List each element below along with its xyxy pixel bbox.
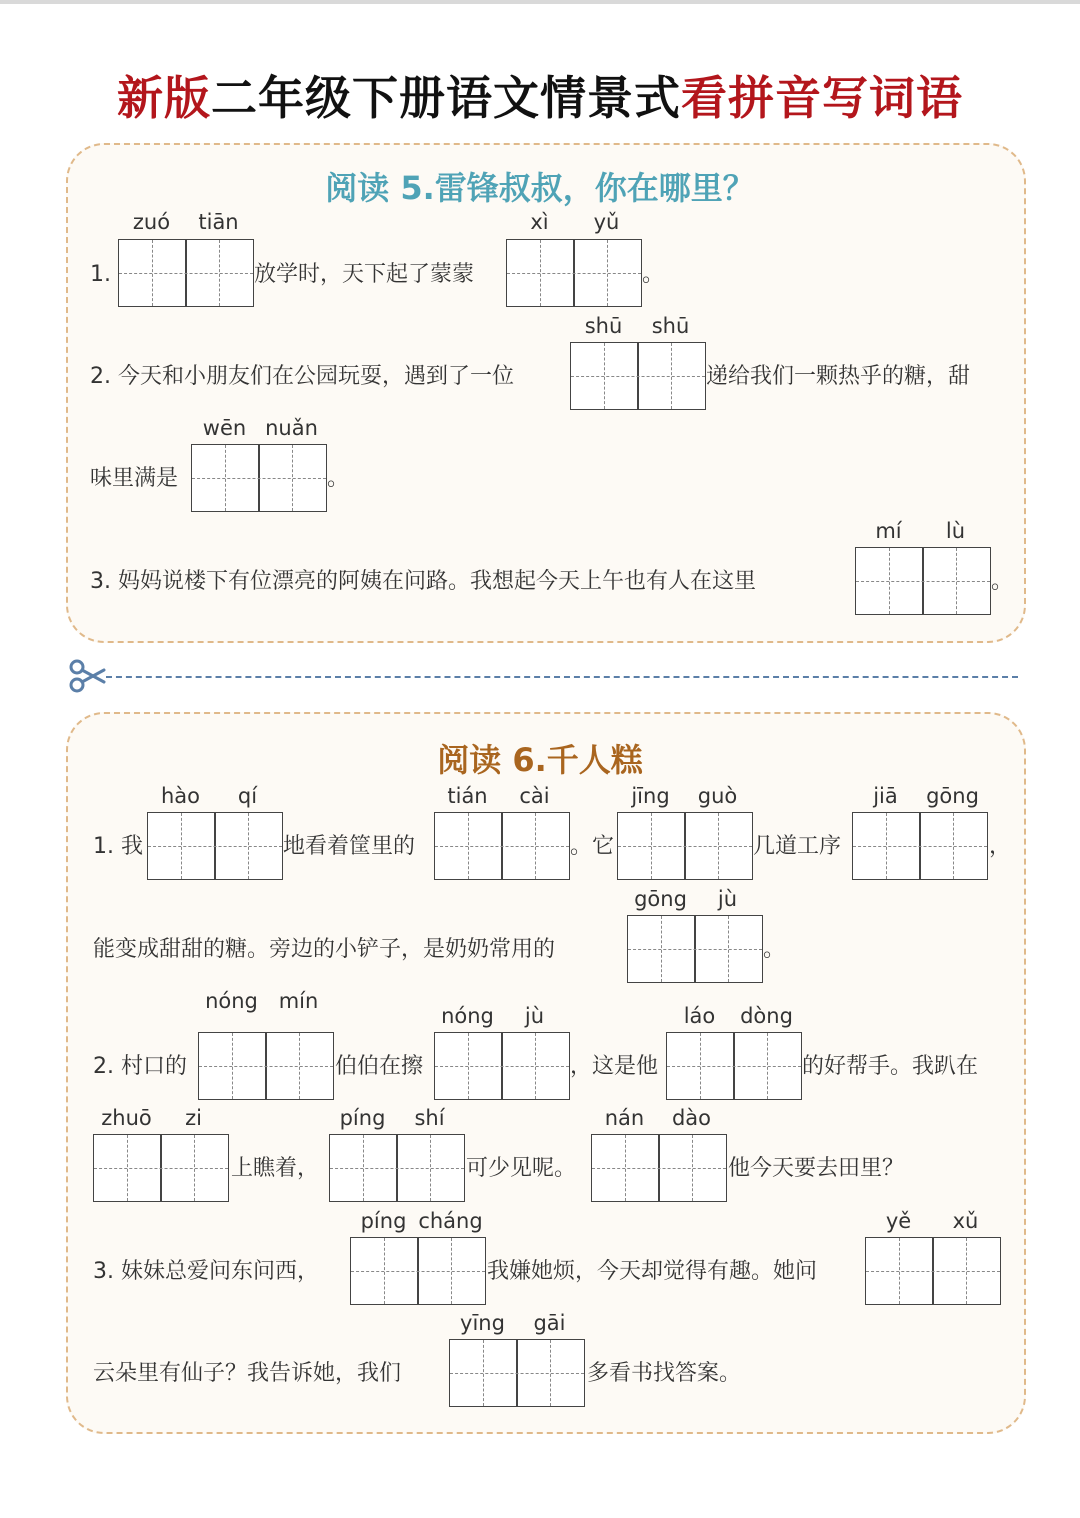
title-part-task: 看拼音写词语 (681, 71, 963, 125)
pinyin-label: yě (885, 1209, 912, 1233)
writing-grid-xiyu[interactable] (506, 239, 642, 307)
sentence-text: 几道工序 (753, 834, 842, 859)
sentence-text: 村口的 (121, 1054, 188, 1079)
sentence-text: 。 (763, 937, 786, 962)
sentence-text: 我 (121, 834, 144, 859)
sentence-text: 。 (327, 466, 350, 491)
sentence-text: 地看着筐里的 (283, 834, 416, 859)
sentence-text: 。 (642, 262, 665, 287)
pinyin-label: láo (683, 1004, 716, 1028)
sentence-text: 能变成甜甜的糖。旁边的小铲子，是奶奶常用的 (93, 937, 556, 962)
writing-grid-gongju[interactable] (627, 915, 763, 983)
writing-grid-wennuan[interactable] (191, 444, 327, 512)
pinyin-label: xì (530, 210, 549, 234)
pinyin-label: hào (160, 784, 201, 808)
pinyin-label: gōng (634, 887, 687, 911)
question-number: 2. (90, 364, 111, 389)
sentence-text: 妈妈说楼下有位漂亮的阿姨在问路。我想起今天上午也有人在这里 (118, 569, 757, 594)
question-number: 3. (90, 569, 111, 594)
writing-grid-tiancai[interactable] (434, 812, 570, 880)
pinyin-label: mí (875, 519, 902, 543)
pinyin-label: shí (414, 1106, 445, 1130)
pinyin-label: qí (237, 784, 258, 808)
sentence-text: 妹妹总爱问东问西， (121, 1259, 320, 1284)
pinyin-label: mín (278, 989, 319, 1013)
sentence-text: 放学时，天下起了蒙蒙 (254, 262, 475, 287)
page-title (0, 62, 1080, 128)
pinyin-label: yīng (460, 1311, 505, 1335)
pinyin-label: jù (524, 1004, 545, 1028)
question-number: 3. (93, 1259, 114, 1284)
writing-grid-milu[interactable] (855, 547, 991, 615)
pinyin-label: nóng (441, 1004, 494, 1028)
question-number: 2. (93, 1054, 114, 1079)
writing-grid-nongmin[interactable] (198, 1032, 334, 1100)
sentence-text: 可少见呢。 (466, 1156, 577, 1181)
sentence-text: 递给我们一颗热乎的糖，甜 (706, 364, 971, 389)
sentence-text: 多看书找答案。 (587, 1361, 742, 1386)
sentence-text: ， (989, 834, 1012, 859)
pinyin-label: lù (945, 519, 966, 543)
writing-grid-zuotian[interactable] (118, 239, 254, 307)
pinyin-label: dòng (740, 1004, 793, 1028)
sentence-text: 他今天要去田里？ (728, 1156, 905, 1181)
pinyin-label: zhuō (101, 1106, 152, 1130)
pinyin-label: jù (717, 887, 738, 911)
writing-grid-yexu[interactable] (865, 1237, 1001, 1305)
pinyin-label: gōng (926, 784, 979, 808)
writing-grid-yinggai[interactable] (449, 1339, 585, 1407)
cut-line (106, 676, 1018, 678)
writing-grid-nandao[interactable] (591, 1134, 727, 1202)
sentence-text: 云朵里有仙子？我告诉她，我们 (93, 1361, 402, 1386)
title-part-grade: 二年级下册语文情景式 (211, 71, 681, 125)
writing-grid-zhuozi[interactable] (93, 1134, 229, 1202)
pinyin-label: shū (651, 314, 690, 338)
title-part-new: 新版 (117, 71, 211, 125)
pinyin-label: nán (604, 1106, 645, 1130)
writing-grid-nongju[interactable] (434, 1032, 570, 1100)
sentence-text: 上瞧着， (231, 1156, 320, 1181)
pinyin-label: wēn (202, 416, 247, 440)
writing-grid-jiagong[interactable] (852, 812, 988, 880)
sentence-text: 的好帮手。我趴在 (802, 1054, 979, 1079)
pinyin-label: tiān (198, 210, 239, 234)
sentence-text: 。它 (570, 834, 615, 859)
pinyin-label: nóng (205, 989, 258, 1013)
pinyin-label: gāi (533, 1311, 566, 1335)
pinyin-label: tián (447, 784, 488, 808)
scissors-icon (68, 656, 108, 696)
sentence-text: 。 (991, 569, 1014, 594)
sentence-text: 我嫌她烦，今天却觉得有趣。她问 (487, 1259, 818, 1284)
sentence-text: 今天和小朋友们在公园玩耍，遇到了一位 (118, 364, 515, 389)
pinyin-label: shū (584, 314, 623, 338)
section-6-title: 阅读 6.千人糕 (437, 741, 643, 779)
sentence-text: 伯伯在擦 (335, 1054, 424, 1079)
pinyin-label: cháng (418, 1209, 483, 1233)
top-rule (0, 0, 1080, 4)
pinyin-label: píng (360, 1209, 407, 1233)
writing-grid-laodong[interactable] (666, 1032, 802, 1100)
pinyin-label: yǔ (593, 210, 620, 234)
pinyin-label: nuǎn (265, 416, 318, 440)
pinyin-label: zi (185, 1106, 202, 1130)
writing-grid-pingshi[interactable] (329, 1134, 465, 1202)
writing-grid-haoqi[interactable] (147, 812, 283, 880)
pinyin-label: jiā (873, 784, 898, 808)
pinyin-label: cài (519, 784, 550, 808)
pinyin-label: guò (697, 784, 738, 808)
pinyin-label: píng (339, 1106, 386, 1130)
pinyin-label: xǔ (952, 1209, 979, 1233)
pinyin-label: jīng (631, 784, 670, 808)
pinyin-label: dào (671, 1106, 712, 1130)
question-number: 1. (93, 834, 114, 859)
pinyin-label: zuó (132, 210, 171, 234)
writing-grid-shushu[interactable] (570, 342, 706, 410)
writing-grid-jingguo[interactable] (617, 812, 753, 880)
sentence-text: 味里满是 (90, 466, 179, 491)
section-5-title: 阅读 5.雷锋叔叔，你在哪里？ (325, 169, 755, 207)
question-number: 1. (90, 262, 111, 287)
writing-grid-pingchang[interactable] (350, 1237, 486, 1305)
sentence-text: ，这是他 (570, 1054, 659, 1079)
